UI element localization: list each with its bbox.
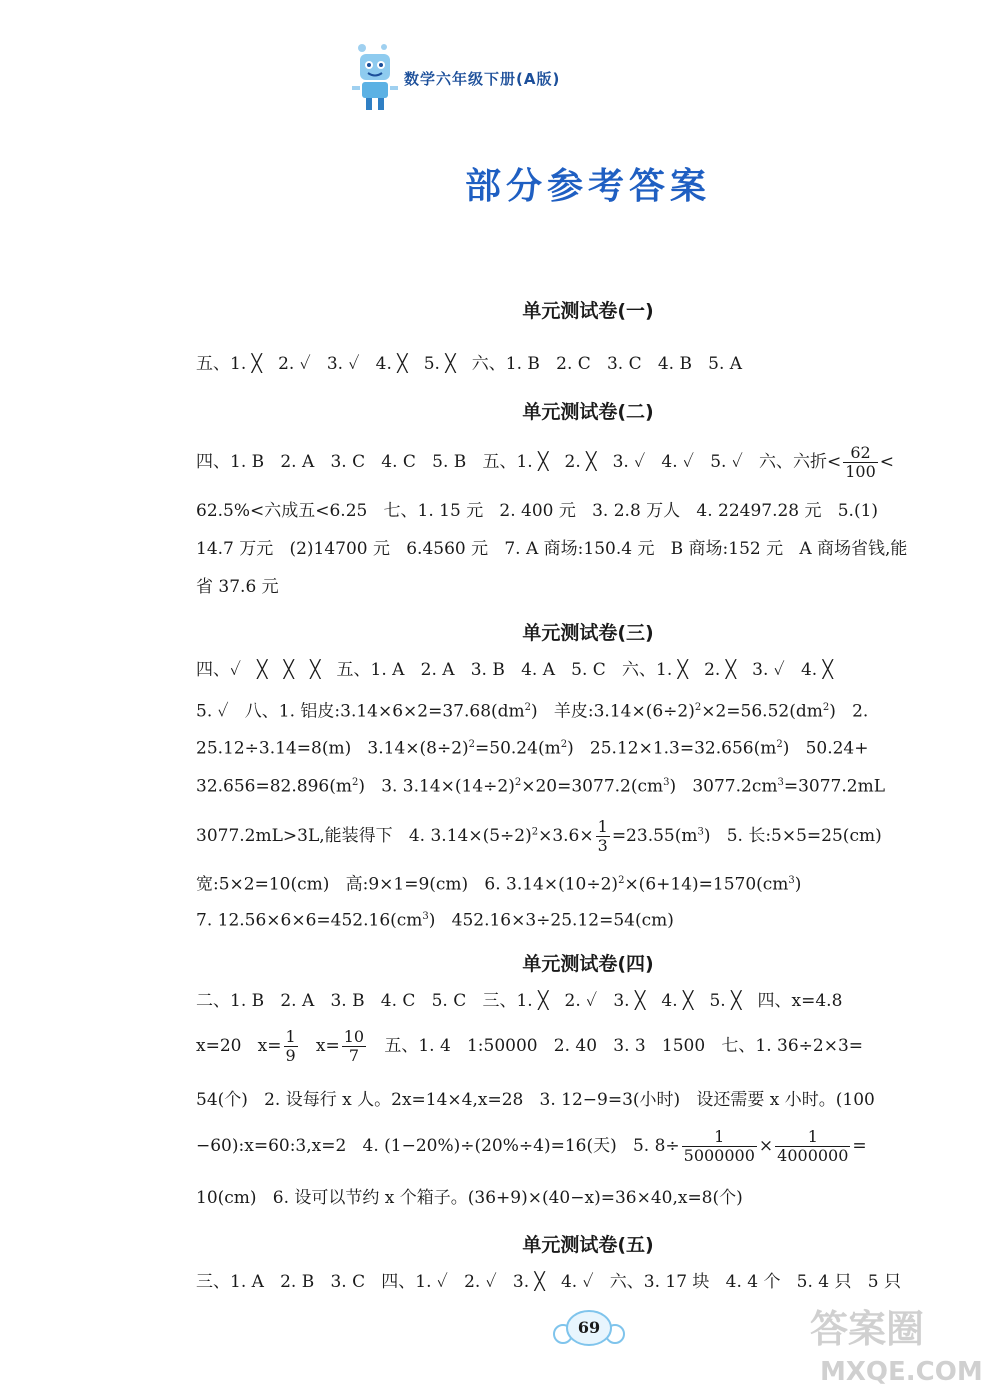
fraction <box>342 1028 366 1065</box>
exponent: 2 <box>694 702 702 713</box>
answer-text: −60):x=60:3,x=2 4. (1−20%)÷(20%÷4)=16(天) 5. 8÷ <box>196 1136 680 1156</box>
answer-line: 54(个) 2. 设每行 x 人。2x=14×4,x=28 3. 12−9=3(小时) 设还需要 x 小时。(100 <box>196 1090 875 1110</box>
fraction <box>596 818 610 855</box>
answer-text: 五、1. 4 1:50000 2. 40 3. 3 1500 七、1. 36÷2×3= <box>368 1036 864 1056</box>
answer-text: ×3.6× <box>538 826 594 846</box>
header-title: 数学六年级下册(A版) <box>404 69 561 88</box>
numerator: 1 <box>285 1027 296 1046</box>
exponent: 3 <box>788 875 795 886</box>
section-title: 单元测试卷(三) <box>522 622 654 644</box>
answer-text: ×(6+14)=1570(cm <box>624 874 789 895</box>
answer-text: 25.12÷3.14=8(m) 3.14×(8÷2) <box>196 738 469 759</box>
answer-line <box>196 444 894 481</box>
watermark-text-2: MXQE.COM <box>820 1357 983 1387</box>
answer-text: ) 25.12×1.3=32.656(m <box>567 738 777 759</box>
answer-text: 7. 12.56×6×6=452.16(cm <box>196 910 423 931</box>
answer-line: 四、✓ ╳ ╳ ╳ 五、1. A 2. A 3. B 4. A 5. C 六、1. ╳ 2. ╳ 3. ✓ 4. ╳ <box>196 660 833 680</box>
answer-line <box>196 734 869 760</box>
section-title: 单元测试卷(二) <box>522 401 654 423</box>
denominator: 3 <box>597 836 608 855</box>
answer-text: 32.656=82.896(m <box>196 776 352 797</box>
exponent: 3 <box>777 777 784 788</box>
section-title: 单元测试卷(四) <box>522 953 654 975</box>
page-title: 部分参考答案 <box>464 166 711 207</box>
page-number: 69 <box>577 1318 601 1337</box>
answer-line: 五、1. ╳ 2. ✓ 3. ✓ 4. ╳ 5. ╳ 六、1. B 2. C 3. C 4. B 5. A <box>196 354 743 374</box>
exponent: 3 <box>422 911 429 922</box>
exponent: 3 <box>697 826 704 838</box>
exponent: 2 <box>618 875 625 886</box>
numerator: 1 <box>682 1128 757 1147</box>
fraction <box>682 1128 757 1165</box>
answer-line <box>196 870 801 896</box>
denominator: 9 <box>285 1046 296 1065</box>
answer-text: x= <box>299 1036 340 1056</box>
denominator: 5000000 <box>683 1146 755 1165</box>
answer-text: < <box>879 452 895 472</box>
answer-text: 四、1. B 2. A 3. C 4. C 5. B 五、1. ╳ 2. ╳ 3. ✓ 4. ✓ 5. ✓ 六、六折< <box>196 452 842 472</box>
answer-text: ) 3077.2cm <box>669 776 778 797</box>
answer-text: ×20=3077.2(cm <box>521 776 664 797</box>
numerator: 62 <box>843 444 878 463</box>
fraction <box>843 444 878 481</box>
answer-line <box>196 818 882 855</box>
answer-text: ) 3. 3.14×(14÷2) <box>358 776 515 797</box>
answer-text: = <box>852 1136 867 1156</box>
fraction <box>284 1028 298 1065</box>
watermark-logo <box>800 1298 990 1388</box>
exponent: 2 <box>560 739 568 750</box>
denominator: 4000000 <box>777 1146 849 1165</box>
fraction <box>775 1128 850 1165</box>
answer-text: 宽:5×2=10(cm) 高:9×1=9(cm) 6. 3.14×(10÷2) <box>196 874 619 895</box>
answer-text: ) 452.16×3÷25.12=54(cm) <box>428 910 674 931</box>
answer-line <box>196 772 885 798</box>
numerator: 1 <box>775 1128 850 1147</box>
answer-text: ×2=56.52(dm <box>701 701 823 722</box>
answer-text: ) <box>794 874 802 895</box>
answer-text: =3077.2mL <box>783 776 885 797</box>
exponent: 2 <box>468 739 476 750</box>
answer-line: 二、1. B 2. A 3. B 4. C 5. C 三、1. ╳ 2. ✓ 3. ╳ 4. ╳ 5. ╳ 四、x=4.8 <box>196 991 843 1011</box>
denominator: 7 <box>348 1046 360 1065</box>
answer-line: 10(cm) 6. 设可以节约 x 个箱子。(36+9)×(40−x)=36×40,x=8(个) <box>196 1188 743 1208</box>
answer-line: 14.7 万元 (2)14700 元 6.4560 元 7. A 商场:150.4 元 B 商场:152 元 A 商场省钱,能 <box>196 539 908 559</box>
answer-text: ) 50.24+ <box>782 738 869 759</box>
robot-mascot-icon <box>350 42 400 114</box>
answer-line <box>196 1128 867 1165</box>
denominator: 100 <box>845 462 876 481</box>
exponent: 2 <box>524 702 532 713</box>
exponent: 3 <box>663 777 670 788</box>
exponent: 2 <box>514 777 522 788</box>
answer-line: 省 37.6 元 <box>196 577 279 597</box>
watermark-icon <box>800 1298 990 1388</box>
answer-line <box>196 906 674 932</box>
answer-text: ) 羊皮:3.14×(6÷2) <box>531 701 695 722</box>
numerator: 1 <box>597 817 608 836</box>
exponent: 2 <box>531 826 539 838</box>
answer-text: × <box>758 1136 774 1156</box>
page-number-badge <box>553 1308 625 1348</box>
page-header <box>350 40 560 116</box>
answer-text: ) 2. <box>829 701 869 722</box>
answer-line <box>196 1028 863 1065</box>
answer-line: 三、1. A 2. B 3. C 四、1. ✓ 2. ✓ 3. ╳ 4. ✓ 六、3. 17 块 4. 4 个 5. 4 只 5 只 <box>196 1272 901 1292</box>
answer-text: =50.24(m <box>475 738 561 759</box>
answer-text: 3077.2mL>3L,能装得下 4. 3.14×(5÷2) <box>196 826 532 846</box>
answer-text: =23.55(m <box>611 826 698 846</box>
answer-text: x=20 x= <box>196 1036 282 1056</box>
numerator: 10 <box>343 1027 365 1046</box>
exponent: 2 <box>351 777 359 788</box>
answer-line: 62.5%<六成五<6.25 七、1. 15 元 2. 400 元 3. 2.8 万人 4. 22497.28 元 5.(1) <box>196 501 879 521</box>
section-title: 单元测试卷(五) <box>522 1234 654 1256</box>
answer-line <box>196 697 868 723</box>
section-title: 单元测试卷(一) <box>522 300 654 322</box>
exponent: 2 <box>822 702 830 713</box>
exponent: 2 <box>776 739 783 750</box>
answer-text: ) 5. 长:5×5=25(cm) <box>703 826 882 846</box>
watermark-text-1: 答案圈 <box>810 1307 925 1351</box>
answer-text: 5. ✓ 八、1. 铝皮:3.14×6×2=37.68(dm <box>196 701 525 722</box>
